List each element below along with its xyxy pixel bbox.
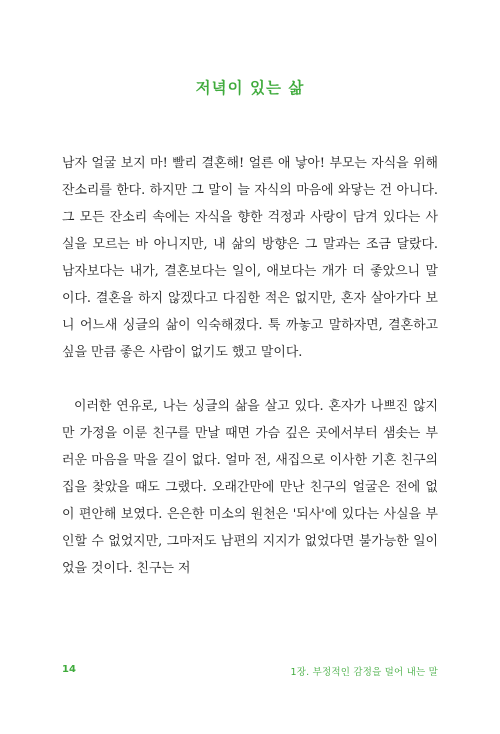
- chapter-title: 저녁이 있는 삶: [195, 79, 305, 97]
- body-text: [62, 150, 438, 582]
- paragraph: 남자 얼굴 보지 마! 빨리 결혼해! 얼른 애 낳아! 부모는 자식을 위해 잔소리를 한다. 하지만 그 말이 늘 자식의 마음에 와닿는 건 아니다. 그 모든 잔소리 속에는 자식을 향한 걱정과 사랑이 담겨 있다는 사실을 모르는 바 아니지만, 내 삶의 방향은 그 말과는 조금 달랐다. 남자보다는 내가, 결혼보다는 일이, 애보다는 개가 더 좋았으니 말이다. 결혼을 하지 않겠다고 다짐한 적은 없지만, 혼자 살아가다 보니 어느새 싱글의 삶이 익숙해졌다. 툭 까놓고 말하자면, 결혼하고 싶을 만큼 좋은 사람이 없기도 했고 말이다.: [62, 156, 438, 360]
- page-footer: [62, 664, 438, 680]
- page-number: 14: [62, 664, 76, 675]
- paragraph: 이러한 연유로, 나는 싱글의 삶을 살고 있다. 혼자가 나쁘진 않지만 가정을 이룬 친구를 만날 때면 가슴 깊은 곳에서부터 샘솟는 부러운 마음을 막을 길이 없다. 얼마 전, 새집으로 이사한 기혼 친구의 집을 찾았을 때도 그랬다. 오래간만에 만난 친구의 얼굴은 전에 없이 편안해 보였다. 은은한 미소의 원천은 '되사'에 있다는 사실을 부인할 수 없었지만, 그마저도 남편의 지지가 없었다면 불가능한 일이었을 것이다. 친구는 저: [62, 399, 438, 576]
- running-head: 1장. 부정적인 감정을 덜어 내는 말: [290, 667, 438, 678]
